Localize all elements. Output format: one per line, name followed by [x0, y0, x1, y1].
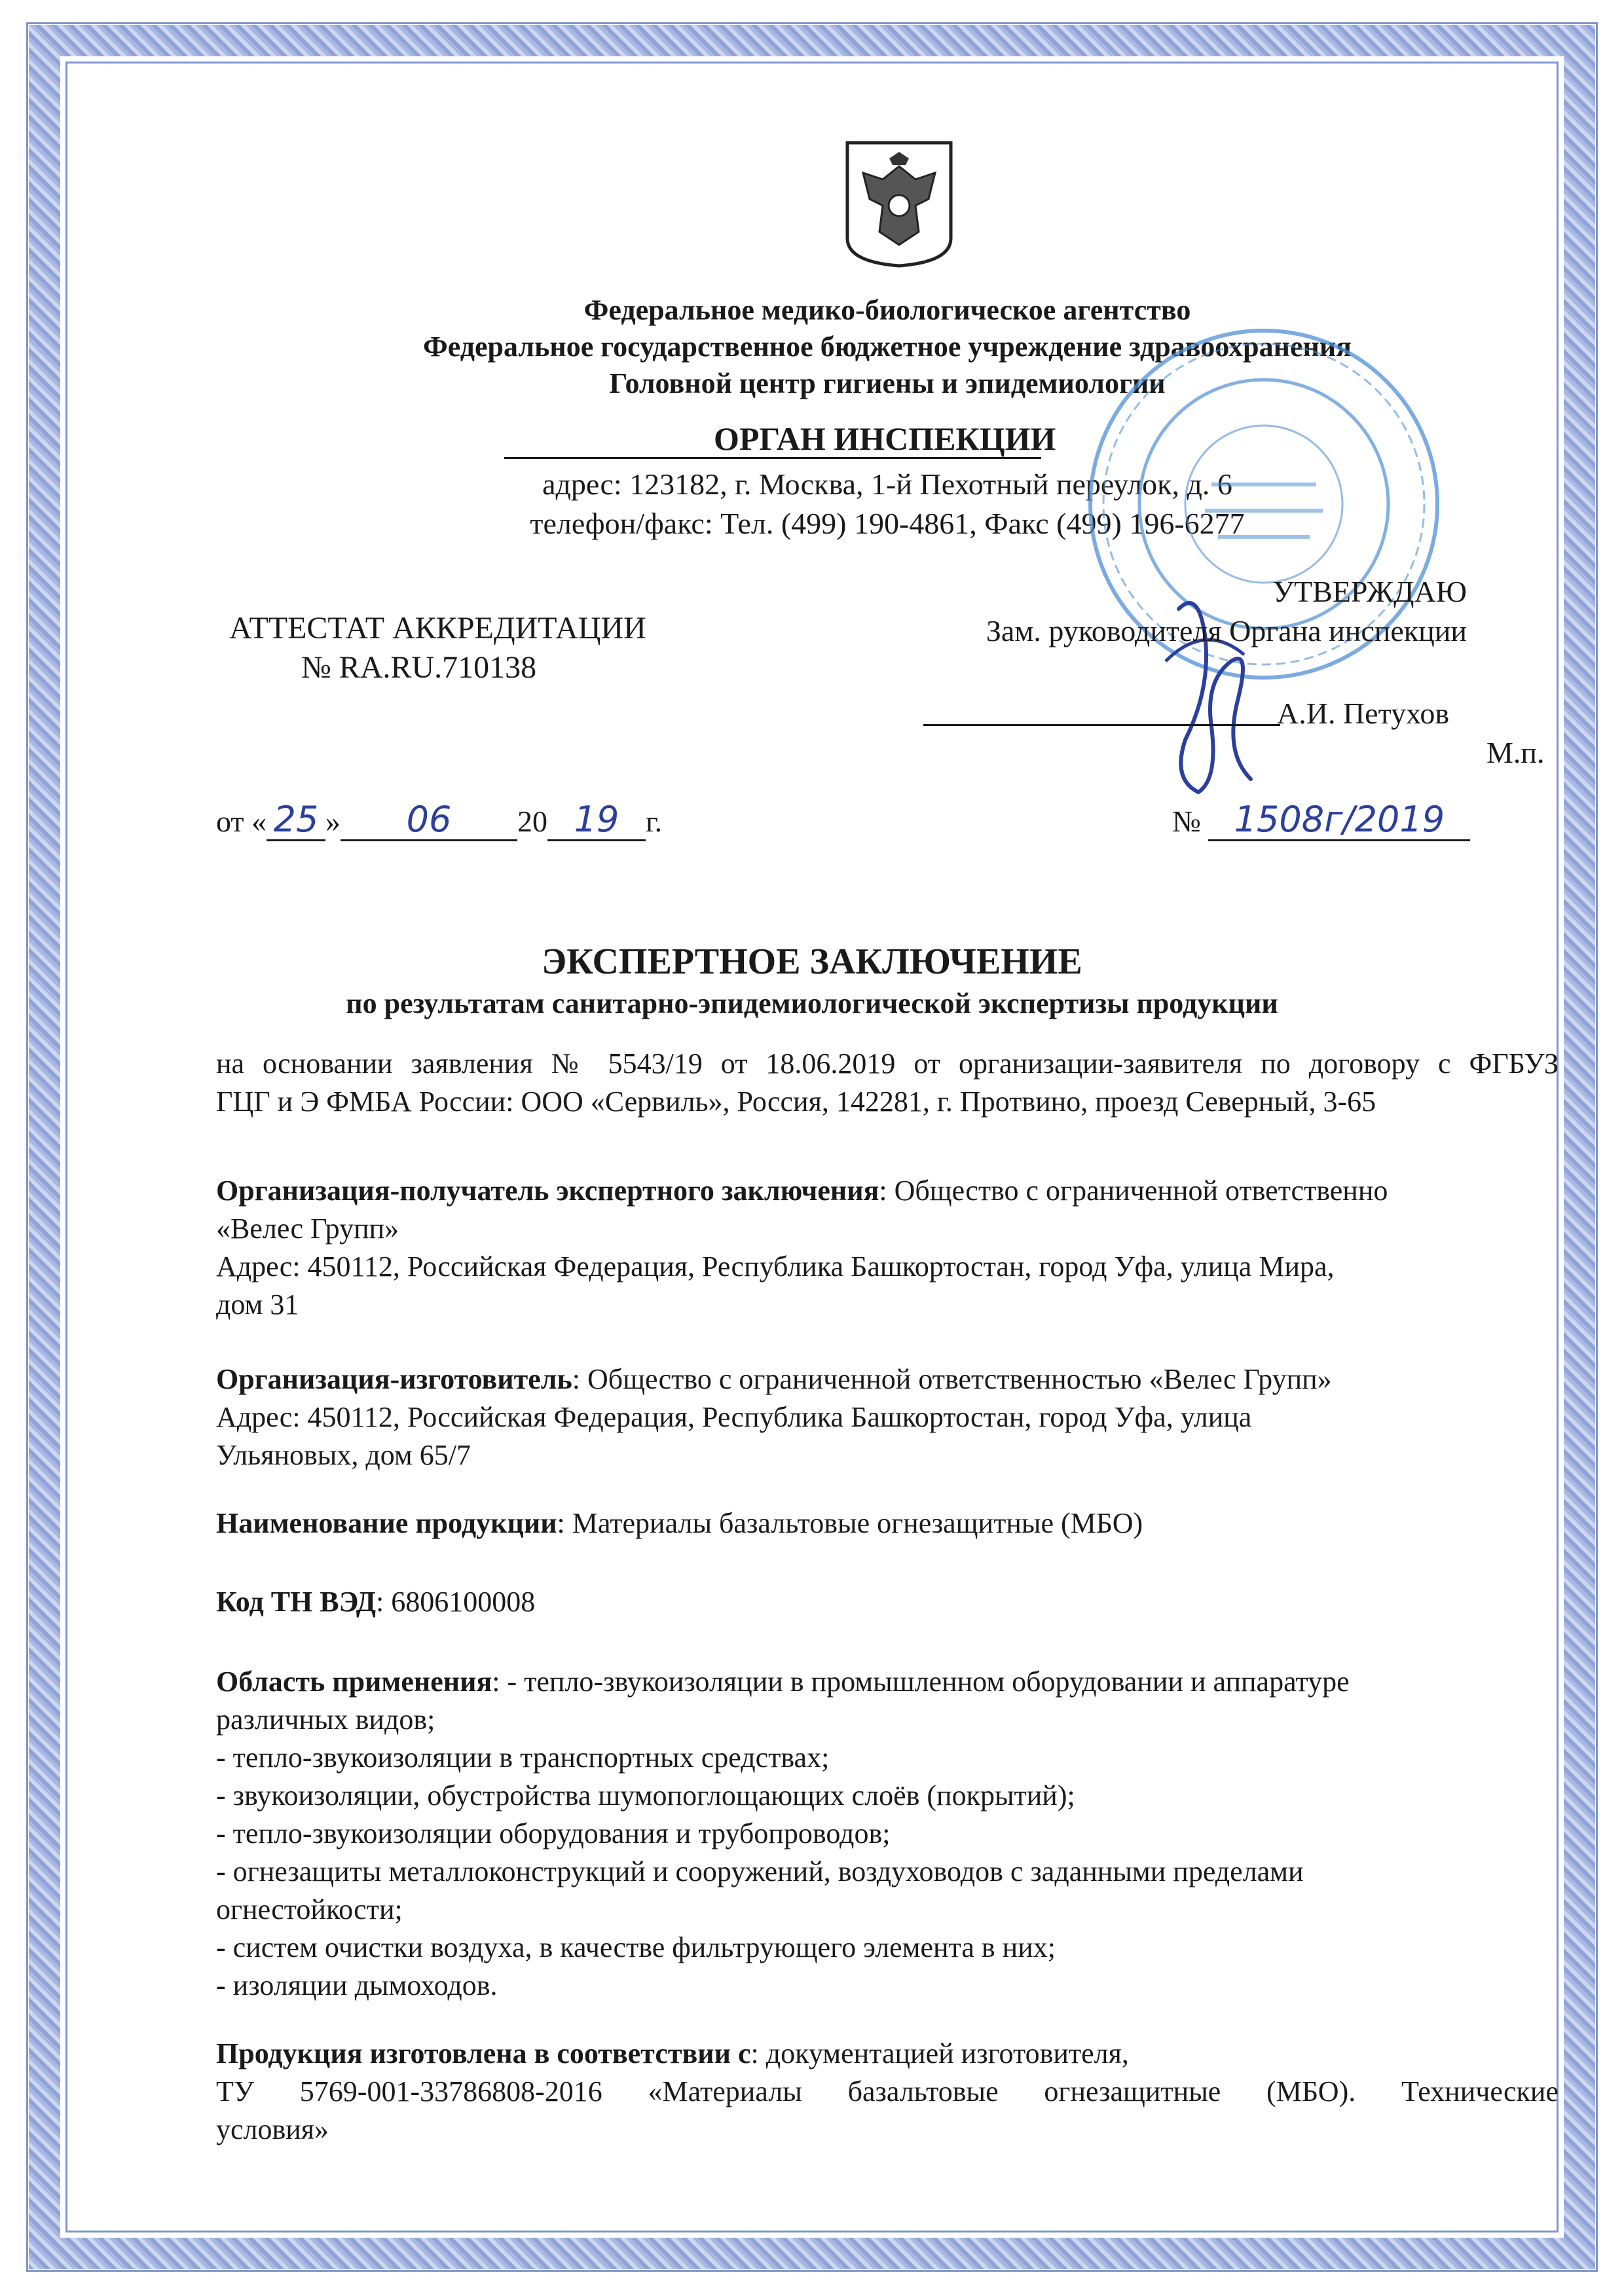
scope-item: - тепло-звукоизоляции оборудования и трубопроводов;	[216, 1817, 891, 1850]
scope-value: : - тепло-звукоизоляции в промышленном оборудовании и аппаратуре	[492, 1666, 1350, 1698]
basis-line-2: ГЦГ и Э ФМБА России: ООО «Сервиль», Россия, 142281, г. Протвино, проезд Северный, 3-65	[216, 1085, 1376, 1118]
scope-section	[216, 1663, 1591, 2005]
manufacturer-section	[216, 1360, 1591, 1474]
scope-item: - огнезащиты металлоконструкций и сооружений, воздуховодов с заданными пределами	[216, 1855, 1304, 1887]
date-month: 06	[341, 800, 517, 841]
approval-position: Зам. руководителя Органа инспекции	[986, 614, 1467, 647]
seal-place-label: М.п.	[1486, 736, 1545, 769]
date-year-suffix: 19	[547, 800, 646, 841]
document-number-field	[1172, 800, 1470, 841]
product-value: : Материалы базальтовые огнезащитные (МБО)	[557, 1507, 1143, 1539]
scope-label: Область применения	[216, 1666, 492, 1698]
signature-line	[923, 724, 1280, 726]
recipient-address-2: дом 31	[216, 1288, 299, 1321]
approver-name: А.И. Петухов	[1277, 697, 1450, 730]
agency-line-2: Федеральное государственное бюджетное учреждение здравоохранения	[423, 331, 1352, 363]
recipient-value: : Общество с ограниченной ответственно	[879, 1175, 1388, 1207]
agency-line-3: Головной центр гигиены и эпидемиологии	[609, 367, 1166, 399]
document-title: ЭКСПЕРТНОЕ ЗАКЛЮЧЕНИЕ	[542, 941, 1082, 982]
approval-label: УТВЕРЖДАЮ	[1272, 575, 1467, 608]
product-label: Наименование продукции	[216, 1507, 557, 1539]
code-label: Код ТН ВЭД	[216, 1586, 377, 1618]
recipient-section	[216, 1172, 1591, 1324]
manufacturer-value: : Общество с ограниченной ответственностью «Велес Групп»	[572, 1363, 1332, 1395]
scope-item: - звукоизоляции, обустройства шумопоглощающих слоёв (покрытий);	[216, 1779, 1075, 1812]
organ-phone: телефон/факс: Тел. (499) 190-4861, Факс (499) 196-6277	[530, 507, 1245, 540]
basis-paragraph	[216, 1045, 1578, 1121]
number-value: 1508г/2019	[1208, 800, 1470, 841]
manufacturer-label: Организация-изготовитель	[216, 1363, 572, 1395]
organ-address: адрес: 123182, г. Москва, 1-й Пехотный переулок, д. 6	[542, 467, 1232, 501]
date-prefix: от «	[216, 805, 267, 838]
product-section	[216, 1504, 1591, 1542]
basis-line-1: на основании заявления № 5543/19 от 18.06.2019 от организации-заявителя по договору с ФГБУЗ	[216, 1048, 1559, 1080]
organ-title: ОРГАН ИНСПЕКЦИИ	[714, 420, 1056, 457]
attestat-title: АТТЕСТАТ АККРЕДИТАЦИИ	[229, 611, 646, 646]
recipient-value-2: «Велес Групп»	[216, 1212, 399, 1245]
conformity-line-2: ТУ 5769-001-33786808-2016 «Материалы базальтовые огнезащитные (МБО). Технические	[216, 2075, 1559, 2107]
date-day: 25	[267, 800, 325, 841]
conformity-value: : документацией изготовителя,	[750, 2037, 1129, 2069]
conformity-label: Продукция изготовлена в соответствии с	[216, 2037, 751, 2069]
scope-item: - изоляции дымоходов.	[216, 1969, 498, 2001]
manufacturer-address-2: Ульяновых, дом 65/7	[216, 1439, 471, 1471]
document-subtitle: по результатам санитарно-эпидемиологической экспертизы продукции	[346, 987, 1278, 1019]
recipient-address-1: Адрес: 450112, Российская Федерация, Республика Башкортостан, город Уфа, улица Мира,	[216, 1250, 1335, 1283]
date-field	[216, 800, 662, 841]
scope-item: - систем очистки воздуха, в качестве фильтрующего элемента в них;	[216, 1931, 1056, 1963]
recipient-label: Организация-получатель экспертного заключения	[216, 1175, 879, 1207]
manufacturer-address-1: Адрес: 450112, Российская Федерация, Республика Башкортостан, город Уфа, улица	[216, 1401, 1252, 1433]
conformity-section	[216, 2035, 1591, 2149]
conformity-line-3: условия»	[216, 2113, 329, 2145]
scope-item: - тепло-звукоизоляции в транспортных средствах;	[216, 1741, 830, 1774]
code-section	[216, 1583, 1591, 1621]
agency-line-1: Федеральное медико-биологическое агентство	[583, 294, 1191, 326]
scope-item: огнестойкости;	[216, 1893, 403, 1925]
scope-item: различных видов;	[216, 1704, 435, 1736]
number-label: №	[1172, 805, 1201, 838]
date-close-quote: »	[325, 805, 341, 838]
date-suffix: г.	[646, 805, 663, 838]
date-year-prefix: 20	[517, 805, 547, 838]
attestat-number: № RA.RU.710138	[301, 650, 537, 685]
coat-of-arms-emblem	[843, 140, 955, 268]
code-value: : 6806100008	[376, 1586, 536, 1618]
